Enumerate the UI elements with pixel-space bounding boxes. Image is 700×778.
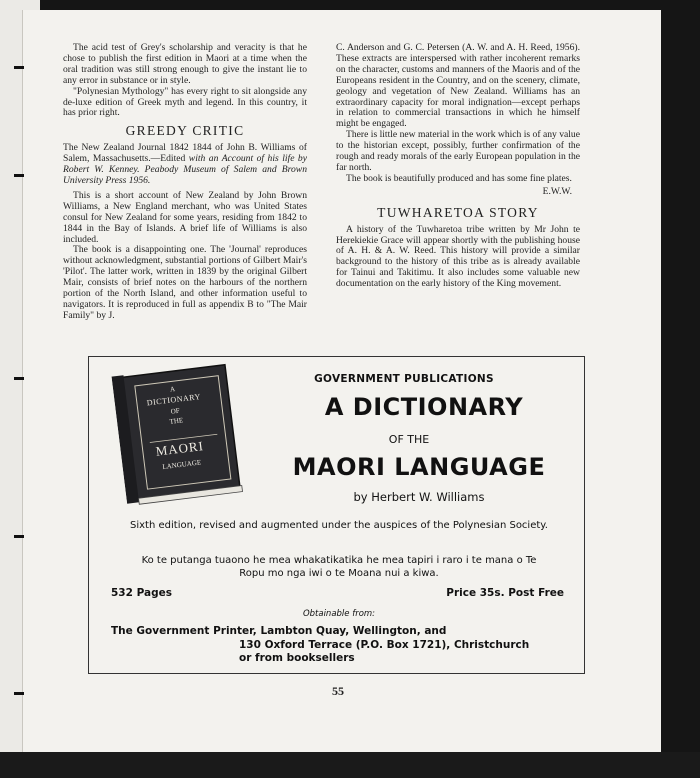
paragraph: The book is a disappointing one. The 'Journal' reproduces without acknowledgment, substantial portions of Gilbert Mair's 'Pilot'. The latter work, written in 1839 by the original Gilbert Mair, consists of brief notes on the harbours of the northern portion of the North Island, and other information useful to navigators. It is reproduced in full as appendix B to "The Mair Family" by J. [63, 244, 307, 321]
edition-note: Sixth edition, revised and augmented under the auspices of the Polynesian Society. [130, 520, 548, 531]
advertisement-box [88, 356, 585, 674]
left-column [63, 43, 307, 322]
printer-line: The Government Printer, Lambton Quay, Wellington, and [111, 625, 447, 637]
obtainable-label: Obtainable from: [302, 609, 376, 619]
page-count: 532 Pages [111, 587, 172, 599]
advert-title: MAORI LANGUAGE [292, 453, 546, 481]
binding-mark [14, 535, 24, 538]
citation-details: with an Account of his life by Robert W. Kenney. Peabody Museum of Salem and Brown University Press 1956. [63, 153, 307, 186]
printer-address [111, 625, 571, 666]
cover-text: OF [170, 406, 181, 416]
binding-mark [14, 692, 24, 695]
printer-line: 130 Oxford Terrace (P.O. Box 1721), Christchurch [239, 638, 530, 651]
signature: E.W.W. [542, 185, 572, 197]
section-heading: GREEDY CRITIC [125, 123, 245, 139]
advert-title-connector: OF THE [388, 433, 430, 446]
advert-title: A DICTIONARY [324, 393, 524, 421]
section-heading: TUWHARETOA STORY [377, 204, 539, 220]
book-citation [63, 143, 307, 187]
paragraph: The acid test of Grey's scholarship and veracity is that he chose to publish the first edition in Maori at a time when the oral tradition was still strong enough to give the instant lie to any error in substance or in style. [63, 42, 307, 86]
printer-line: or from booksellers [239, 652, 355, 664]
paragraph: This is a short account of New Zealand by John Brown Williams, a New England merchant, who was United States consul for New Zealand for some years, residing from 1842 to 1844 in the Bay of Islands. A brief life of Williams is also included. [63, 189, 307, 245]
citation-title: The New Zealand Journal 1842 1844 of John B. Williams of Salem, Massachusetts.—Edited [63, 142, 307, 165]
paragraph: C. Anderson and G. C. Petersen (A. W. and A. H. Reed, 1956). These extracts are interspersed with rather incoherent remarks on the character, customs and manners of the Maoris and of the Europeans resident in the Country, and on the scenery, climate, geology and vegetation of New Zealand. Williams has an extraordinary capacity for moral indignation—except perhaps in relation to commercial transactions in which he himself might be engaged. [336, 42, 580, 130]
maori-note: Ko te putanga tuaono he mea whakatikatika he mea tapiri i raro i te mana o Te Ropu mo nga iwi o te Moana nui a kiwa. [141, 555, 537, 579]
paragraph: The book is beautifully produced and has some fine plates. [346, 172, 572, 184]
cover-text: MAORI [154, 438, 205, 459]
binding-mark [14, 174, 24, 177]
publisher-heading: GOVERNMENT PUBLICATIONS [314, 373, 494, 385]
cover-text: THE [169, 416, 184, 426]
binding-mark [14, 377, 24, 380]
paragraph: A history of the Tuwharetoa tribe written by Mr John te Herekiekie Grace will appear shortly with the publishing house of A. H. & A. W. Reed. This history will provide a similar background to the history of this tribe as is already available for Tainui and Takitimu. It also includes some valuable new documentation on the early history of the King movement. [336, 223, 580, 290]
paragraph: "Polynesian Mythology" has every right to sit alongside any de-luxe edition of Greek myth and legend. In this country, it has prior right. [63, 85, 307, 119]
right-column [336, 43, 580, 290]
book-cover-illustration [111, 360, 244, 507]
cover-text: LANGUAGE [161, 458, 202, 472]
advert-author: by Herbert W. Williams [353, 490, 485, 504]
price: Price 35s. Post Free [446, 587, 564, 599]
scan-background [0, 752, 700, 778]
cover-text: A [169, 385, 176, 394]
page-number: 55 [332, 684, 344, 698]
paragraph: There is little new material in the work which is of any value to the historian except, possibly, further confirmation of the rough and ready morals of the early European population in the far north. [336, 129, 580, 173]
cover-text: DICTIONARY [146, 391, 202, 408]
binding-mark [14, 66, 24, 69]
